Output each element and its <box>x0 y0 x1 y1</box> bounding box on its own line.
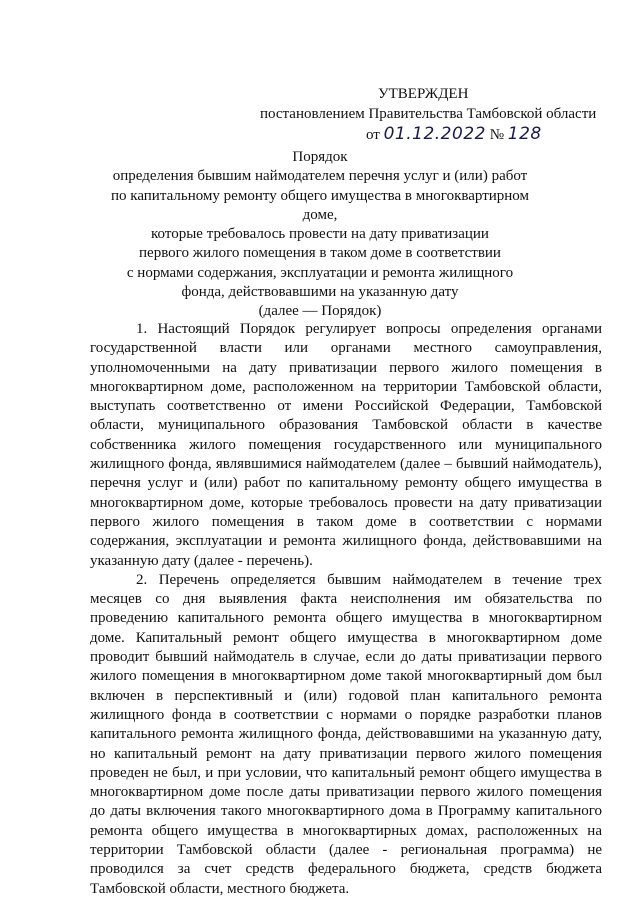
paragraph-2: 2. Перечень определяется бывшим наймодателем в течение трех месяцев со дня выявления факта неисполнения им обязательства по проведению капитального ремонта общего имущества в многоквартирном доме. Капитальный ремонт общего имущества в многоквартирном доме проводит бывший наймодатель в случае, если до даты приватизации первого жилого помещения в многоквартирном доме такой многоквартирный дом был включен в перспективный и (или) годовой план капитального ремонта жилищного фонда в соответствии с нормами о порядке разработки планов капитального ремонта жилищного фонда, действовавшими на указанную дату, но капитальный ремонт на дату приватизации первого жилого помещения проведен не был, и при условии, что капитальный ремонт общего имущества в многоквартирном доме после даты приватизации первого жилого помещения до даты включения такого многоквартирного дома в Программу капитального ремонта общего имущества в многоквартирных домах, расположенных на территории Тамбовской области (далее - региональная программа) не проводился за счет средств федерального бюджета, средств бюджета Тамбовской области, местного бюджета. <box>90 571 602 897</box>
document-body <box>90 320 602 899</box>
approval-block <box>260 84 600 145</box>
heading-line: по капитальному ремонту общего имущества в многоквартирном доме, <box>110 187 530 223</box>
heading-line: с нормами содержания, эксплуатации и ремонта жилищного <box>126 264 514 281</box>
approval-date-line <box>260 124 600 145</box>
heading-line: первого жилого помещения в таком доме в соответствии <box>139 245 501 262</box>
approval-line: постановлением Правительства Тамбовской области <box>260 106 597 122</box>
document-heading <box>96 148 544 322</box>
heading-line: определения бывшим наймодателем перечня услуг и (или) работ <box>112 168 528 185</box>
handwritten-date: 01.12.2022 <box>383 124 486 144</box>
number-prefix: № <box>489 127 505 143</box>
approval-title: УТВЕРЖДЕН <box>378 86 469 102</box>
heading-line: фонда, действовавшими на указанную дату <box>181 284 459 301</box>
handwritten-number: 128 <box>507 124 542 144</box>
heading-line: которые требовалось провести на дату приватизации <box>151 226 489 243</box>
heading-line: (далее — Порядок) <box>258 303 382 320</box>
paragraph-1: 1. Настоящий Порядок регулирует вопросы определения органами государственной власти или органами местного самоуправления, уполномоченными на дату приватизации первого жилого помещения в многоквартирном доме, расположенном на территории Тамбовской области, выступать соответственно от имени Российской Федерации, Тамбовской области, муниципального образования Тамбовской области в качестве собственника жилого помещения государственного или муниципального жилищного фонда, являвшимися наймодателем (далее – бывший наймодатель), перечня услуг и (или) работ по капитальному ремонту общего имущества в многоквартирном доме, которые требовалось провести на дату приватизации первого жилого помещения в таком доме в соответствии с нормами содержания, эксплуатации и ремонта жилищного фонда, действовавшими на указанную дату (далее - перечень). <box>90 321 602 569</box>
date-prefix: от <box>366 127 380 143</box>
heading-line: Порядок <box>292 149 348 165</box>
